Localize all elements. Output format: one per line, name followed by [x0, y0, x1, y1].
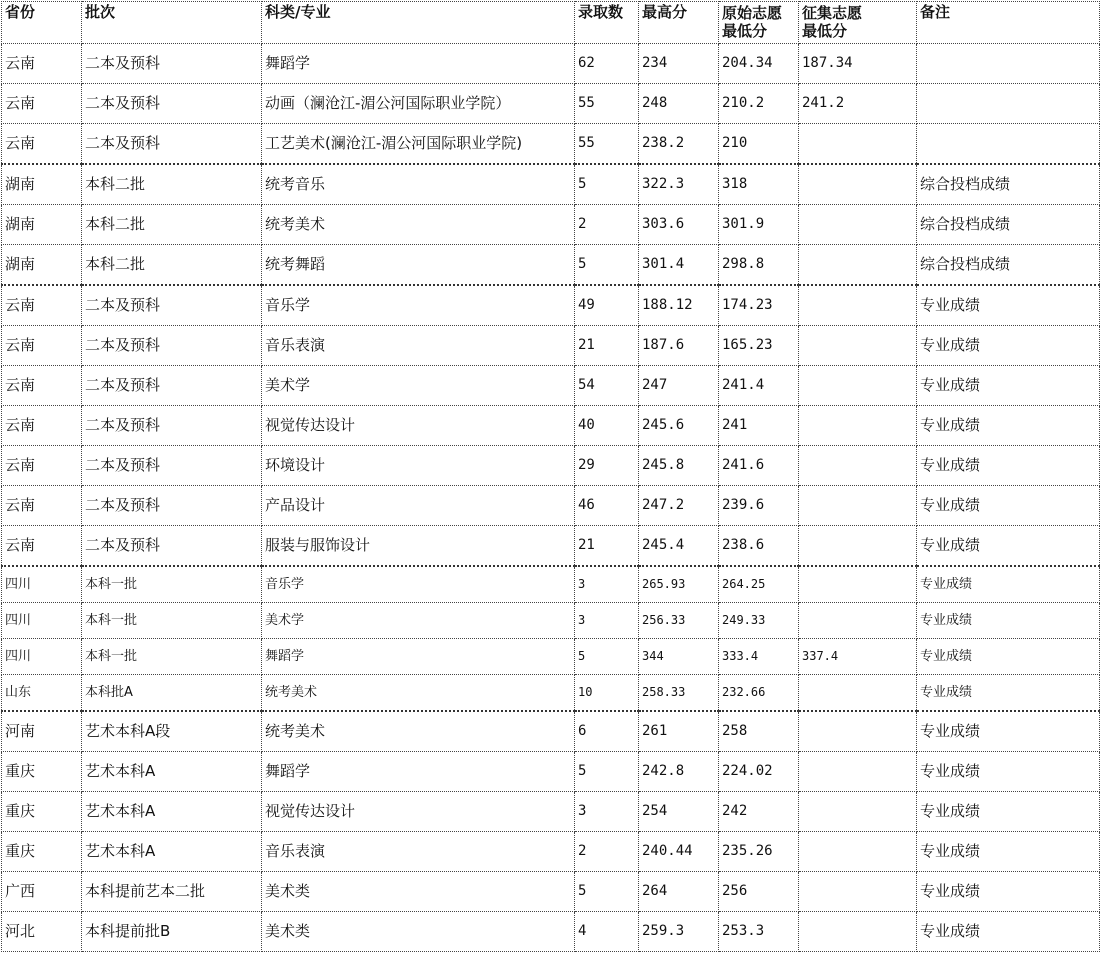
cell-supp-min: [799, 205, 917, 245]
cell-batch: 艺术本科A段: [82, 711, 262, 752]
cell-admitted: 49: [575, 285, 639, 326]
cell-major: 动画（澜沧江-湄公河国际职业学院）: [262, 84, 575, 124]
cell-supp-min: [799, 752, 917, 792]
cell-batch: 本科提前艺本二批: [82, 872, 262, 912]
cell-province: 湖南: [2, 164, 82, 205]
cell-batch: 二本及预科: [82, 406, 262, 446]
cell-batch: 本科二批: [82, 205, 262, 245]
table-body: [2, 44, 1100, 952]
cell-major: 美术类: [262, 912, 575, 952]
header-max-score: 最高分: [639, 2, 719, 44]
cell-max-score: 245.8: [639, 446, 719, 486]
table-row: [2, 406, 1100, 446]
cell-admitted: 29: [575, 446, 639, 486]
cell-orig-min: 258: [719, 711, 799, 752]
cell-orig-min: 242: [719, 792, 799, 832]
cell-province: 河北: [2, 912, 82, 952]
cell-orig-min: 318: [719, 164, 799, 205]
cell-major: 美术类: [262, 872, 575, 912]
cell-batch: 艺术本科A: [82, 752, 262, 792]
cell-batch: 二本及预科: [82, 526, 262, 567]
cell-max-score: 234: [639, 44, 719, 84]
cell-orig-min: 174.23: [719, 285, 799, 326]
cell-max-score: 247.2: [639, 486, 719, 526]
cell-supp-min: [799, 245, 917, 286]
cell-remark: 专业成绩: [917, 326, 1100, 366]
table-row: [2, 285, 1100, 326]
table-row: [2, 245, 1100, 286]
header-supp-min-line2: 最低分: [802, 22, 848, 40]
cell-supp-min: 241.2: [799, 84, 917, 124]
cell-orig-min: 232.66: [719, 675, 799, 712]
cell-major: 音乐学: [262, 566, 575, 603]
cell-remark: [917, 84, 1100, 124]
header-supp-min: [799, 2, 917, 44]
cell-major: 统考美术: [262, 675, 575, 712]
cell-remark: 专业成绩: [917, 566, 1100, 603]
cell-major: 服装与服饰设计: [262, 526, 575, 567]
cell-major: 视觉传达设计: [262, 406, 575, 446]
table-row: [2, 752, 1100, 792]
cell-max-score: 245.4: [639, 526, 719, 567]
cell-supp-min: [799, 792, 917, 832]
table-row: [2, 526, 1100, 567]
cell-supp-min: 187.34: [799, 44, 917, 84]
cell-orig-min: 298.8: [719, 245, 799, 286]
cell-orig-min: 204.34: [719, 44, 799, 84]
table-row: [2, 792, 1100, 832]
cell-max-score: 261: [639, 711, 719, 752]
cell-province: 云南: [2, 366, 82, 406]
cell-province: 云南: [2, 526, 82, 567]
cell-remark: [917, 124, 1100, 165]
cell-admitted: 55: [575, 124, 639, 165]
cell-province: 云南: [2, 44, 82, 84]
table-row: [2, 711, 1100, 752]
cell-batch: 二本及预科: [82, 285, 262, 326]
cell-province: 四川: [2, 639, 82, 675]
cell-province: 云南: [2, 285, 82, 326]
cell-major: 视觉传达设计: [262, 792, 575, 832]
cell-batch: 二本及预科: [82, 446, 262, 486]
cell-batch: 本科一批: [82, 603, 262, 639]
cell-remark: 专业成绩: [917, 675, 1100, 712]
header-supp-min-line1: 征集志愿: [802, 4, 863, 22]
cell-batch: 二本及预科: [82, 366, 262, 406]
cell-major: 舞蹈学: [262, 752, 575, 792]
cell-admitted: 5: [575, 164, 639, 205]
cell-province: 云南: [2, 486, 82, 526]
cell-orig-min: 241.6: [719, 446, 799, 486]
header-batch: 批次: [82, 2, 262, 44]
cell-orig-min: 253.3: [719, 912, 799, 952]
table-row: [2, 326, 1100, 366]
cell-admitted: 5: [575, 245, 639, 286]
cell-max-score: 301.4: [639, 245, 719, 286]
table-row: [2, 164, 1100, 205]
cell-admitted: 62: [575, 44, 639, 84]
cell-admitted: 21: [575, 326, 639, 366]
cell-supp-min: [799, 912, 917, 952]
cell-orig-min: 165.23: [719, 326, 799, 366]
cell-batch: 二本及预科: [82, 486, 262, 526]
cell-remark: 专业成绩: [917, 526, 1100, 567]
cell-remark: 专业成绩: [917, 406, 1100, 446]
cell-batch: 艺术本科A: [82, 792, 262, 832]
cell-max-score: 265.93: [639, 566, 719, 603]
header-orig-min-line2: 最低分: [722, 22, 768, 40]
cell-admitted: 5: [575, 639, 639, 675]
cell-supp-min: [799, 164, 917, 205]
cell-remark: 专业成绩: [917, 711, 1100, 752]
cell-max-score: 238.2: [639, 124, 719, 165]
header-orig-min-line1: 原始志愿: [722, 4, 783, 22]
cell-major: 统考美术: [262, 711, 575, 752]
cell-admitted: 2: [575, 205, 639, 245]
cell-admitted: 3: [575, 566, 639, 603]
cell-remark: 综合投档成绩: [917, 245, 1100, 286]
table-row: [2, 446, 1100, 486]
cell-supp-min: [799, 566, 917, 603]
cell-major: 音乐学: [262, 285, 575, 326]
table-row: [2, 84, 1100, 124]
admission-score-table: [1, 1, 1100, 952]
cell-province: 重庆: [2, 752, 82, 792]
cell-supp-min: [799, 711, 917, 752]
cell-batch: 二本及预科: [82, 44, 262, 84]
cell-remark: [917, 44, 1100, 84]
table-row: [2, 205, 1100, 245]
cell-admitted: 4: [575, 912, 639, 952]
cell-remark: 专业成绩: [917, 872, 1100, 912]
cell-max-score: 264: [639, 872, 719, 912]
cell-orig-min: 301.9: [719, 205, 799, 245]
cell-remark: 专业成绩: [917, 486, 1100, 526]
cell-admitted: 21: [575, 526, 639, 567]
cell-batch: 本科二批: [82, 164, 262, 205]
cell-orig-min: 235.26: [719, 832, 799, 872]
cell-province: 河南: [2, 711, 82, 752]
table-row: [2, 44, 1100, 84]
header-province: 省份: [2, 2, 82, 44]
cell-max-score: 245.6: [639, 406, 719, 446]
table-row: [2, 124, 1100, 165]
cell-admitted: 6: [575, 711, 639, 752]
cell-batch: 二本及预科: [82, 84, 262, 124]
cell-remark: 综合投档成绩: [917, 205, 1100, 245]
cell-max-score: 344: [639, 639, 719, 675]
cell-major: 统考舞蹈: [262, 245, 575, 286]
cell-admitted: 40: [575, 406, 639, 446]
cell-admitted: 5: [575, 752, 639, 792]
cell-max-score: 254: [639, 792, 719, 832]
cell-admitted: 2: [575, 832, 639, 872]
cell-supp-min: [799, 285, 917, 326]
cell-admitted: 54: [575, 366, 639, 406]
cell-max-score: 188.12: [639, 285, 719, 326]
cell-orig-min: 264.25: [719, 566, 799, 603]
cell-admitted: 10: [575, 675, 639, 712]
cell-max-score: 240.44: [639, 832, 719, 872]
cell-supp-min: [799, 675, 917, 712]
cell-major: 音乐表演: [262, 832, 575, 872]
cell-remark: 专业成绩: [917, 285, 1100, 326]
cell-province: 四川: [2, 566, 82, 603]
cell-province: 云南: [2, 406, 82, 446]
cell-admitted: 3: [575, 603, 639, 639]
header-admitted: 录取数: [575, 2, 639, 44]
header-row: [2, 2, 1100, 44]
cell-major: 工艺美术(澜沧江-湄公河国际职业学院): [262, 124, 575, 165]
cell-supp-min: [799, 366, 917, 406]
cell-batch: 本科二批: [82, 245, 262, 286]
cell-batch: 二本及预科: [82, 326, 262, 366]
cell-remark: 专业成绩: [917, 752, 1100, 792]
cell-supp-min: [799, 526, 917, 567]
cell-orig-min: 249.33: [719, 603, 799, 639]
cell-supp-min: 337.4: [799, 639, 917, 675]
header-orig-min: [719, 2, 799, 44]
cell-province: 湖南: [2, 245, 82, 286]
header-major: 科类/专业: [262, 2, 575, 44]
cell-major: 舞蹈学: [262, 44, 575, 84]
cell-supp-min: [799, 326, 917, 366]
cell-province: 广西: [2, 872, 82, 912]
cell-admitted: 46: [575, 486, 639, 526]
cell-batch: 本科一批: [82, 566, 262, 603]
cell-orig-min: 239.6: [719, 486, 799, 526]
cell-admitted: 55: [575, 84, 639, 124]
cell-province: 云南: [2, 84, 82, 124]
cell-orig-min: 333.4: [719, 639, 799, 675]
cell-max-score: 242.8: [639, 752, 719, 792]
cell-province: 山东: [2, 675, 82, 712]
cell-supp-min: [799, 832, 917, 872]
cell-major: 美术学: [262, 603, 575, 639]
cell-supp-min: [799, 872, 917, 912]
table-row: [2, 566, 1100, 603]
table-row: [2, 912, 1100, 952]
cell-province: 云南: [2, 326, 82, 366]
table-row: [2, 486, 1100, 526]
cell-max-score: 303.6: [639, 205, 719, 245]
cell-major: 产品设计: [262, 486, 575, 526]
cell-batch: 本科提前批B: [82, 912, 262, 952]
header-remark: 备注: [917, 2, 1100, 44]
cell-province: 湖南: [2, 205, 82, 245]
table-row: [2, 639, 1100, 675]
cell-supp-min: [799, 446, 917, 486]
cell-major: 统考美术: [262, 205, 575, 245]
table-row: [2, 675, 1100, 712]
cell-max-score: 256.33: [639, 603, 719, 639]
table-row: [2, 603, 1100, 639]
table-row: [2, 872, 1100, 912]
cell-supp-min: [799, 486, 917, 526]
cell-orig-min: 238.6: [719, 526, 799, 567]
cell-province: 四川: [2, 603, 82, 639]
cell-supp-min: [799, 603, 917, 639]
cell-major: 音乐表演: [262, 326, 575, 366]
cell-batch: 艺术本科A: [82, 832, 262, 872]
cell-province: 重庆: [2, 792, 82, 832]
cell-orig-min: 256: [719, 872, 799, 912]
cell-orig-min: 224.02: [719, 752, 799, 792]
cell-orig-min: 241: [719, 406, 799, 446]
cell-province: 云南: [2, 446, 82, 486]
cell-max-score: 247: [639, 366, 719, 406]
cell-province: 重庆: [2, 832, 82, 872]
cell-orig-min: 210: [719, 124, 799, 165]
table-row: [2, 366, 1100, 406]
cell-remark: 专业成绩: [917, 446, 1100, 486]
cell-remark: 综合投档成绩: [917, 164, 1100, 205]
cell-orig-min: 241.4: [719, 366, 799, 406]
table-row: [2, 832, 1100, 872]
cell-max-score: 322.3: [639, 164, 719, 205]
cell-batch: 二本及预科: [82, 124, 262, 165]
cell-orig-min: 210.2: [719, 84, 799, 124]
cell-major: 环境设计: [262, 446, 575, 486]
cell-remark: 专业成绩: [917, 366, 1100, 406]
cell-remark: 专业成绩: [917, 603, 1100, 639]
cell-remark: 专业成绩: [917, 792, 1100, 832]
cell-major: 统考音乐: [262, 164, 575, 205]
cell-major: 舞蹈学: [262, 639, 575, 675]
cell-remark: 专业成绩: [917, 912, 1100, 952]
cell-admitted: 3: [575, 792, 639, 832]
admission-score-table-container: [1, 1, 1099, 952]
cell-admitted: 5: [575, 872, 639, 912]
cell-max-score: 187.6: [639, 326, 719, 366]
cell-batch: 本科批A: [82, 675, 262, 712]
cell-batch: 本科一批: [82, 639, 262, 675]
cell-remark: 专业成绩: [917, 832, 1100, 872]
cell-province: 云南: [2, 124, 82, 165]
cell-max-score: 248: [639, 84, 719, 124]
cell-remark: 专业成绩: [917, 639, 1100, 675]
cell-supp-min: [799, 406, 917, 446]
cell-major: 美术学: [262, 366, 575, 406]
cell-max-score: 259.3: [639, 912, 719, 952]
cell-supp-min: [799, 124, 917, 165]
cell-max-score: 258.33: [639, 675, 719, 712]
